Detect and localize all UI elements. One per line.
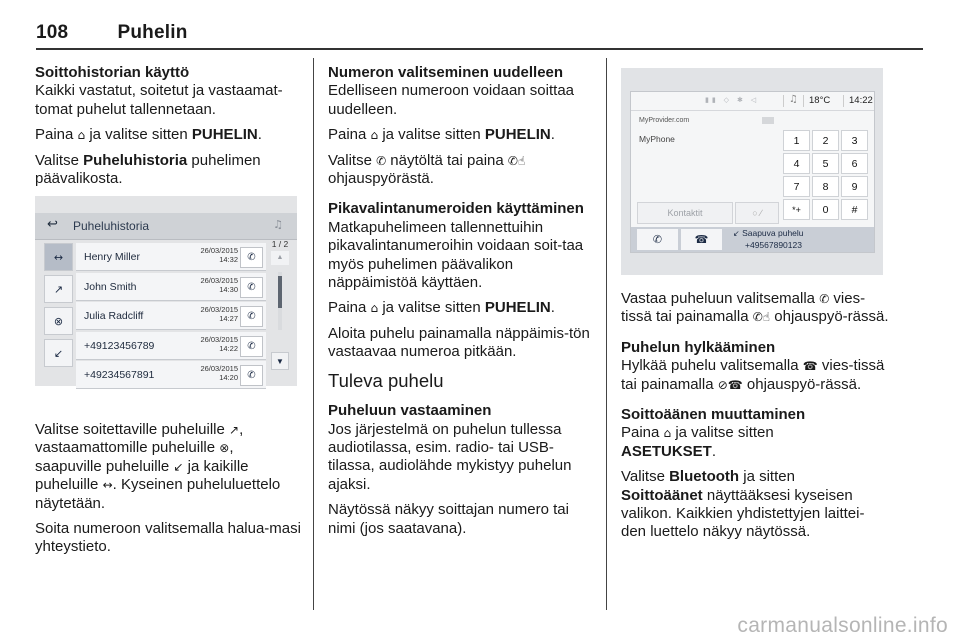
keypad-key: 2 xyxy=(812,130,839,151)
home-icon: ⌂ xyxy=(370,128,379,143)
hangup-icon: ☎ xyxy=(802,359,818,374)
keypad-key: 4 xyxy=(783,153,810,174)
delete-icon xyxy=(762,117,774,124)
paragraph: Valitse Puheluhistoria puhelimen päävalikosta. xyxy=(35,151,261,188)
status-bar xyxy=(631,92,874,111)
provider-name: MyProvider.com xyxy=(639,117,690,124)
section-subheading: Puheluun vastaaminen xyxy=(328,402,492,420)
music-note-icon: ♫ xyxy=(273,218,283,231)
page-title: Puhelin xyxy=(117,22,188,43)
scroll-thumb xyxy=(278,276,282,308)
page-number: 108 xyxy=(36,22,69,43)
page-header xyxy=(36,22,188,44)
paragraph: Näytössä näkyy soittajan numero tai nimi (jos saatavana). xyxy=(328,501,569,537)
header-rule xyxy=(36,48,923,50)
phone-icon: ✆ xyxy=(376,153,387,168)
keypad-key: 5 xyxy=(812,153,839,174)
paragraph: Vastaa puheluun valitsemalla ✆ vies-tissä tai painamalla ✆☝ ohjauspyö-rässä. xyxy=(621,290,889,326)
phone-icon: ✆ xyxy=(819,292,830,306)
incoming-call-icon: ↙ xyxy=(733,229,740,238)
all-calls-icon: ↔ xyxy=(44,243,73,271)
column-divider xyxy=(606,58,607,610)
section-heading: Tuleva puhelu xyxy=(328,369,444,391)
keypad-key: 9 xyxy=(841,176,868,197)
section-heading: Pikavalintanumeroiden käyttäminen xyxy=(328,200,584,218)
section-heading: Numeron valitseminen uudelleen xyxy=(328,64,564,81)
column-1 xyxy=(35,64,303,195)
list-item: John Smith 26/03/2015 14:30 ✆ xyxy=(76,273,266,301)
paragraph: Valitse soitettaville puheluille ↗, vastaamattomille puheluille ⊗, saapuville puheluille ↙ ja kaikille puheluille ↔. Kyseinen puheluluettelo näytetään. xyxy=(35,421,281,512)
paragraph: Valitse Bluetooth ja sitten xyxy=(621,468,795,486)
page-indicator: 1 / 2 xyxy=(271,239,289,249)
call-list xyxy=(76,243,266,391)
hangup-icon: ☎ xyxy=(681,229,722,250)
screen-title: Puheluhistoria xyxy=(73,219,150,233)
received-calls-icon: ↙ xyxy=(44,339,73,367)
paragraph: Paina ⌂ ja valitse sitten PUHELIN. xyxy=(328,299,555,317)
status-icons: ▮▮ ◇ ✱ ◁ xyxy=(705,97,760,104)
phone-icon: ✆ xyxy=(240,277,263,298)
keypad-key: 8 xyxy=(812,176,839,197)
back-icon: ↩ xyxy=(47,217,58,232)
phone-icon: ✆ xyxy=(240,365,263,386)
screen-title-bar xyxy=(35,213,297,240)
wheel-accept-icon: ✆☝ xyxy=(752,310,771,325)
incoming-call-info: ↙ Saapuva puhelu +49567890123 xyxy=(733,228,804,250)
section-heading: Puhelun hylkääminen xyxy=(621,338,776,356)
home-icon: ⌂ xyxy=(370,301,379,316)
contacts-button: Kontaktit xyxy=(637,202,733,224)
paragraph: Aloita puhelu painamalla näppäimis-tön vastaavaa numeroa pitkään. xyxy=(328,324,590,361)
scroll-down-icon: ▼ xyxy=(271,352,289,370)
column-divider xyxy=(313,58,314,610)
paragraph: Paina ⌂ ja valitse sitten PUHELIN. xyxy=(35,126,262,144)
keypad-key: # xyxy=(841,199,868,220)
paragraph: ASETUKSET. xyxy=(621,442,717,460)
paragraph: Matkapuhelimeen tallennettuihin pikavalintanumeroihin voidaan soit-taa myös puhelimen päävalikon näppäimistöä käyttäen. xyxy=(328,218,584,292)
wheel-reject-icon: ⊘☎ xyxy=(717,377,743,392)
home-icon: ⌂ xyxy=(77,128,86,143)
all-calls-icon: ↔ xyxy=(102,478,113,493)
paragraph: Edelliseen numeroon voidaan soittaa uudelleen. xyxy=(328,82,574,118)
wheel-accept-icon: ✆☝ xyxy=(507,153,526,168)
missed-calls-icon: ⊗ xyxy=(44,307,73,335)
paragraph: Soittoäänet näyttääksesi kyseisen valikon. Kaikkien yhdistettyjen laittei-den luettelo näkyy näytössä. xyxy=(621,486,865,541)
list-item: +49123456789 26/03/2015 14:22 ✆ xyxy=(76,332,266,360)
scroll-track xyxy=(278,272,282,330)
keypad-key: 0 xyxy=(812,199,839,220)
paragraph: Paina ⌂ ja valitse sitten xyxy=(621,424,774,442)
paragraph: Paina ⌂ ja valitse sitten PUHELIN. xyxy=(328,126,555,144)
call-history-screenshot xyxy=(35,196,297,386)
home-icon: ⌂ xyxy=(663,426,672,441)
keypad-key: 1 xyxy=(783,130,810,151)
dialled-calls-icon: ↗ xyxy=(44,275,73,303)
paragraph: Kaikki vastatut, soitetut ja vastaamat-tomat puhelut tallennetaan. xyxy=(35,82,283,118)
missed-calls-icon: ⊗ xyxy=(219,441,230,456)
accept-call-icon: ✆ xyxy=(637,229,678,250)
mute-icon: ○ ∕ xyxy=(735,202,779,224)
keypad-key: *+ xyxy=(783,199,810,220)
phone-icon: ✆ xyxy=(240,306,263,327)
column-1-lower xyxy=(35,421,303,564)
phone-screen xyxy=(630,91,875,253)
dialled-calls-icon: ↗ xyxy=(229,423,240,437)
column-3 xyxy=(621,290,889,549)
phone-icon: ✆ xyxy=(240,247,263,268)
call-filter-buttons xyxy=(44,243,73,371)
clock: 14:22 xyxy=(849,95,873,106)
watermark: carmanualsonline.info xyxy=(737,614,948,637)
list-item: Julia Radcliff 26/03/2015 14:27 ✆ xyxy=(76,302,266,330)
paragraph: Hylkää puhelu valitsemalla ☎ vies-tissä tai painamalla ⊘☎ ohjauspyö-rässä. xyxy=(621,357,885,393)
paragraph: Soita numeroon valitsemalla halua-masi yhteystieto. xyxy=(35,520,301,556)
list-item: +49234567891 26/03/2015 14:20 ✆ xyxy=(76,361,266,389)
phone-name: MyPhone xyxy=(639,134,675,144)
scrollbar xyxy=(271,239,289,370)
section-heading: Soittohistorian käyttö xyxy=(35,64,190,81)
keypad-key: 3 xyxy=(841,130,868,151)
paragraph: Jos järjestelmä on puhelun tullessa audiotilassa, esim. radio- tai USB-tilassa, audiolähde mykistyy puhelun ajaksi. xyxy=(328,420,572,493)
list-item: Henry Miller 26/03/2015 14:32 ✆ xyxy=(76,243,266,271)
scroll-up-icon: ▲ xyxy=(271,251,289,265)
temperature: 18°C xyxy=(809,95,831,106)
keypad-key: 7 xyxy=(783,176,810,197)
paragraph: Valitse ✆ näytöltä tai paina ✆☝ ohjauspyörästä. xyxy=(328,151,526,188)
column-2 xyxy=(328,64,596,545)
received-calls-icon: ↙ xyxy=(173,459,184,474)
incoming-call-screenshot xyxy=(621,68,883,275)
section-heading: Soittoäänen muuttaminen xyxy=(621,406,806,424)
keypad-key: 6 xyxy=(841,153,868,174)
phone-icon: ✆ xyxy=(240,336,263,357)
music-note-icon: ♫ xyxy=(789,94,798,105)
